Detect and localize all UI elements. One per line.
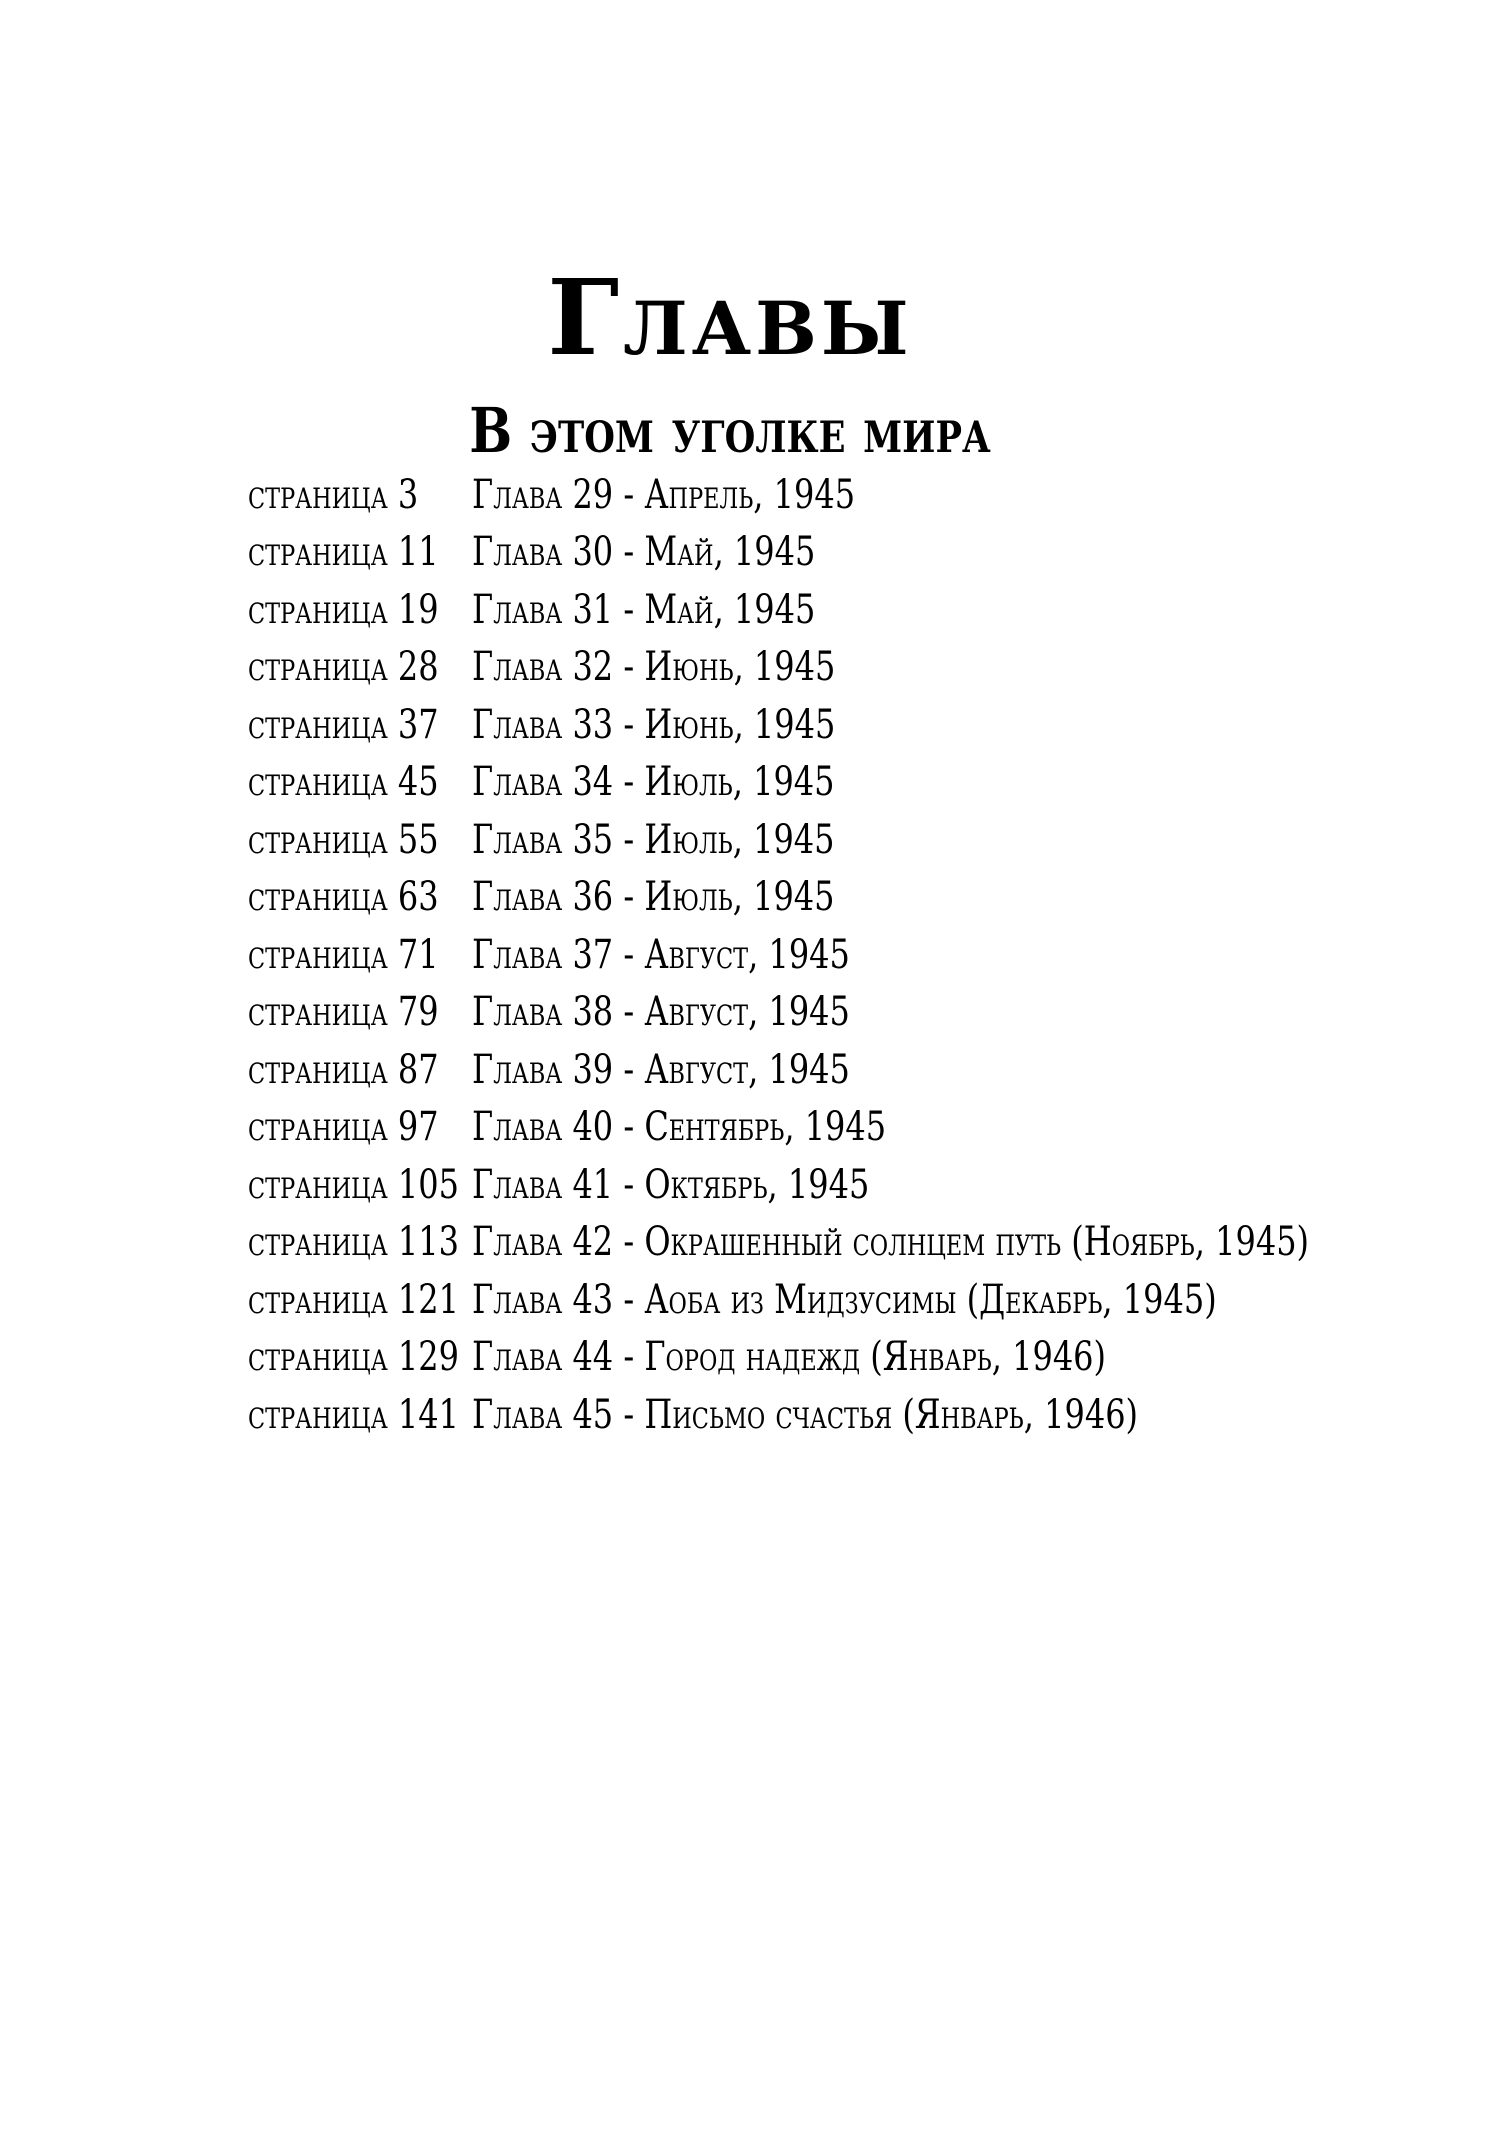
toc-chapter-title: Глава 43 - Аоба из Мидзусимы (Декабрь, 1945) [472,1276,1217,1323]
toc-chapter-title: Глава 38 - Август, 1945 [472,989,850,1036]
toc-row [248,696,1500,754]
toc-page-number: страница 45 [248,759,439,806]
table-of-contents [248,466,1500,1444]
toc-chapter-title: Глава 44 - Город надежд (Январь, 1946) [472,1334,1107,1381]
toc-row [248,1156,1500,1214]
toc-page-number: страница 87 [248,1046,439,1093]
toc-page-number: страница 37 [248,701,439,748]
toc-page-number: страница 129 [248,1334,459,1381]
toc-chapter-title: Глава 32 - Июнь, 1945 [472,644,836,691]
toc-row [248,1041,1500,1099]
toc-page-number: страница 63 [248,874,439,921]
toc-row [248,754,1500,812]
toc-row [248,811,1500,869]
toc-chapter-title: Глава 41 - Октябрь, 1945 [472,1161,870,1208]
toc-chapter-title: Глава 34 - Июль, 1945 [472,759,835,806]
page-subtitle: В этом уголке мира [469,394,991,468]
toc-row [248,524,1500,582]
toc-chapter-title: Глава 45 - Письмо счастья (Январь, 1946) [472,1391,1139,1438]
toc-row [248,639,1500,697]
toc-page-number: страница 97 [248,1104,439,1151]
toc-page-number: страница 113 [248,1219,459,1266]
toc-page-number: страница 11 [248,529,439,576]
toc-row [248,1271,1500,1329]
toc-chapter-title: Глава 33 - Июнь, 1945 [472,701,836,748]
toc-chapter-title: Глава 37 - Август, 1945 [472,931,850,978]
toc-row [248,1099,1500,1157]
toc-row [248,984,1500,1042]
toc-page-number: страница 28 [248,644,439,691]
toc-row [248,466,1500,524]
toc-chapter-title: Глава 40 - Сентябрь, 1945 [472,1104,887,1151]
toc-chapter-title: Глава 36 - Июль, 1945 [472,874,835,921]
toc-page-number: страница 71 [248,931,439,978]
toc-page-number: страница 3 [248,471,419,518]
toc-page-number: страница 141 [248,1391,459,1438]
toc-chapter-title: Глава 31 - Май, 1945 [472,586,816,633]
toc-chapter-title: Глава 30 - Май, 1945 [472,529,816,576]
toc-page-number: страница 79 [248,989,439,1036]
toc-page-number: страница 121 [248,1276,459,1323]
toc-row [248,926,1500,984]
toc-row [248,869,1500,927]
toc-row [248,581,1500,639]
toc-row [248,1214,1500,1272]
toc-row [248,1386,1500,1444]
toc-chapter-title: Глава 35 - Июль, 1945 [472,816,835,863]
toc-chapter-title: Глава 29 - Апрель, 1945 [472,471,856,518]
toc-chapter-title: Глава 42 - Окрашенный солнцем путь (Ноябрь, 1945) [472,1219,1310,1266]
toc-page-number: страница 55 [248,816,439,863]
toc-page-number: страница 19 [248,586,439,633]
toc-row [248,1329,1500,1387]
toc-page-number: страница 105 [248,1161,459,1208]
page-title: Главы [547,255,913,379]
toc-chapter-title: Глава 39 - Август, 1945 [472,1046,850,1093]
